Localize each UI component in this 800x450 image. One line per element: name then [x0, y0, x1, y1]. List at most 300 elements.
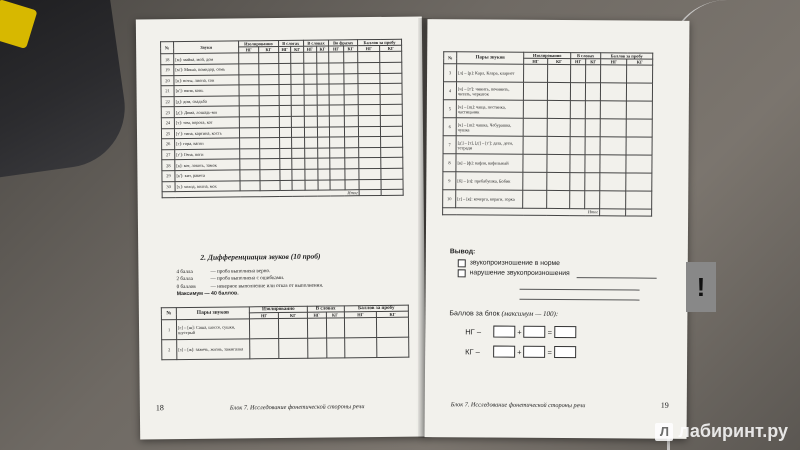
score-cell[interactable]: [279, 74, 292, 85]
score-cell[interactable]: [240, 159, 260, 170]
score-cell[interactable]: [344, 116, 358, 127]
input-box[interactable]: [524, 326, 546, 338]
score-cell[interactable]: [547, 173, 570, 191]
score-cell[interactable]: [239, 85, 259, 96]
score-cell[interactable]: [570, 173, 585, 191]
page-footer: Блок 7. Исследование фонетической стороны речи: [229, 403, 365, 412]
row-sounds: [ч] – [ш]: чашка, Чебурашка, чушка: [456, 118, 523, 136]
subheader-ng: НГ: [344, 312, 377, 319]
total-cell-ng[interactable]: [359, 190, 381, 196]
row-number: 27: [162, 149, 175, 160]
score-cell[interactable]: [600, 65, 626, 83]
score-cell[interactable]: [381, 179, 403, 190]
subheader-ng: НГ: [329, 46, 344, 52]
score-cell[interactable]: [570, 65, 585, 83]
col-isolated: Изолированно: [524, 52, 571, 59]
formula-kg: [465, 345, 576, 358]
score-cell[interactable]: [304, 74, 317, 85]
score-cell[interactable]: [259, 95, 279, 106]
score-cell[interactable]: [585, 137, 600, 155]
score-cell[interactable]: [239, 127, 259, 138]
subheader-ng: НГ: [303, 46, 316, 52]
score-cell[interactable]: [330, 179, 345, 190]
score-cell[interactable]: [260, 127, 280, 138]
score-cell[interactable]: [280, 169, 293, 180]
score-cell[interactable]: [570, 191, 585, 209]
table-row: [444, 64, 653, 83]
score-cell[interactable]: [292, 148, 305, 159]
score-cell[interactable]: [547, 155, 570, 173]
score-cell[interactable]: [304, 148, 317, 159]
score-cell[interactable]: [279, 95, 292, 106]
laptop-sticker: [0, 0, 38, 49]
row-sounds: [к]: кот, локоть, замок: [175, 159, 240, 170]
score-cell[interactable]: [523, 173, 547, 191]
score-cell[interactable]: [345, 169, 359, 180]
score-cell[interactable]: [585, 119, 600, 137]
input-box[interactable]: [554, 326, 576, 338]
conclusion-block: [450, 247, 657, 300]
score-cell[interactable]: [278, 63, 291, 74]
score-cell[interactable]: [279, 116, 292, 127]
checkbox[interactable]: [458, 270, 466, 278]
score-cell[interactable]: [358, 126, 380, 137]
score-cell[interactable]: [304, 105, 317, 116]
score-cell[interactable]: [317, 95, 330, 106]
row-sounds: [д]: дом, свадьба: [174, 96, 239, 107]
score-cell[interactable]: [303, 53, 316, 64]
row-number: 9: [443, 172, 456, 190]
table-row: [443, 100, 652, 119]
score-cell[interactable]: [627, 65, 653, 83]
score-cell[interactable]: [380, 94, 402, 105]
plus-sign: +: [517, 347, 522, 357]
score-cell[interactable]: [329, 84, 344, 95]
score-cell[interactable]: [279, 106, 292, 117]
subheader-kg: КГ: [279, 312, 308, 319]
score-cell[interactable]: [344, 137, 358, 148]
section-title: 2. Дифференциация звуков (10 проб): [200, 251, 321, 262]
score-cell[interactable]: [329, 73, 344, 84]
score-cell[interactable]: [600, 119, 626, 137]
score-cell[interactable]: [279, 159, 292, 170]
score-cell[interactable]: [291, 74, 304, 85]
checkbox[interactable]: [458, 259, 466, 267]
col-words: В словах: [571, 53, 601, 59]
row-sounds: [т]: том, ворота, кот: [174, 117, 239, 128]
score-cell[interactable]: [240, 170, 260, 181]
score-cell[interactable]: [279, 85, 292, 96]
score-cell[interactable]: [380, 73, 402, 84]
score-cell[interactable]: [330, 126, 345, 137]
score-cell[interactable]: [317, 169, 330, 180]
row-number: 21: [161, 86, 174, 97]
row-sounds: [н']: няня, конь: [174, 85, 239, 96]
fill-line[interactable]: [577, 270, 657, 279]
score-cell[interactable]: [600, 83, 626, 101]
score-cell[interactable]: [316, 63, 329, 74]
score-cell[interactable]: [317, 148, 330, 159]
total-cell-kg[interactable]: [381, 189, 403, 195]
score-cell[interactable]: [359, 179, 381, 190]
row-number: 22: [161, 96, 174, 107]
subheader-kg: КГ: [547, 59, 570, 65]
row-number: 28: [162, 160, 175, 171]
score-cell[interactable]: [600, 191, 626, 209]
subheader-ng: НГ: [278, 47, 291, 53]
score-cell[interactable]: [259, 106, 279, 117]
score-cell[interactable]: [304, 116, 317, 127]
pairs-table-body: [443, 64, 653, 216]
block-score-label: [449, 309, 558, 318]
option-disorder[interactable]: [450, 268, 657, 280]
score-cell[interactable]: [359, 137, 381, 148]
score-cell[interactable]: [585, 173, 600, 191]
total-cell-ng[interactable]: [600, 209, 626, 215]
score-cell[interactable]: [292, 180, 305, 191]
score-cell[interactable]: [600, 137, 626, 155]
score-cell[interactable]: [570, 83, 585, 101]
score-cell[interactable]: [585, 101, 600, 119]
legend-desc: — проба выполнена верно.: [210, 268, 271, 275]
score-cell[interactable]: [380, 52, 402, 63]
subheader-kg: КГ: [326, 312, 344, 318]
formula-ng: [465, 325, 576, 338]
score-cell[interactable]: [304, 137, 317, 148]
score-cell[interactable]: [330, 158, 345, 169]
score-cell[interactable]: [358, 62, 380, 73]
score-cell[interactable]: [326, 338, 344, 358]
score-cell[interactable]: [329, 116, 344, 127]
score-cell[interactable]: [291, 95, 304, 106]
score-cell[interactable]: [570, 101, 585, 119]
score-cell[interactable]: [523, 119, 547, 137]
score-cell[interactable]: [344, 84, 358, 95]
score-cell[interactable]: [358, 73, 380, 84]
score-cell[interactable]: [380, 105, 402, 116]
score-cell[interactable]: [600, 173, 626, 191]
score-cell[interactable]: [259, 85, 279, 96]
score-cell[interactable]: [259, 53, 279, 64]
score-cell[interactable]: [279, 127, 292, 138]
row-sounds: [х]: холод, волна, мох: [175, 180, 240, 191]
subheader-kg: КГ: [377, 311, 409, 318]
score-cell[interactable]: [381, 158, 403, 169]
score-cell[interactable]: [329, 95, 344, 106]
score-cell[interactable]: [626, 137, 652, 155]
score-cell[interactable]: [359, 168, 381, 179]
score-cell[interactable]: [317, 158, 330, 169]
subheader-kg: КГ: [586, 59, 601, 65]
score-cell[interactable]: [585, 191, 600, 209]
input-box[interactable]: [554, 346, 576, 358]
score-cell[interactable]: [381, 168, 403, 179]
score-cell[interactable]: [305, 169, 318, 180]
score-cell[interactable]: [344, 126, 358, 137]
score-cell[interactable]: [626, 191, 652, 209]
total-label: Итог: [162, 190, 359, 198]
formula-label: КГ –: [465, 346, 480, 356]
score-cell[interactable]: [317, 137, 330, 148]
score-cell[interactable]: [260, 169, 280, 180]
block-score-text: Баллов за блок: [449, 310, 500, 318]
score-cell[interactable]: [317, 105, 330, 116]
score-cell[interactable]: [345, 158, 359, 169]
row-sounds: [г]: гора, вагон: [175, 138, 240, 149]
score-cell[interactable]: [239, 64, 259, 75]
score-cell[interactable]: [344, 73, 358, 84]
sounds-table: [160, 39, 404, 199]
col-score: Баллов за пробу: [344, 305, 408, 312]
score-cell[interactable]: [358, 52, 380, 63]
subheader-ng: НГ: [358, 46, 380, 52]
score-cell[interactable]: [344, 105, 358, 116]
subheader-kg: КГ: [316, 46, 329, 52]
score-cell[interactable]: [344, 338, 377, 358]
score-cell[interactable]: [240, 180, 260, 191]
score-cell[interactable]: [585, 83, 600, 101]
score-cell[interactable]: [318, 180, 331, 191]
score-cell[interactable]: [358, 105, 380, 116]
score-cell[interactable]: [358, 84, 380, 95]
maximum-score: Максимум — 40 баллов.: [176, 290, 239, 298]
score-cell[interactable]: [308, 338, 327, 358]
score-cell[interactable]: [358, 94, 380, 105]
score-cell[interactable]: [524, 65, 548, 83]
score-cell[interactable]: [547, 119, 570, 137]
row-sounds: [к']: кит, ракета: [175, 170, 240, 181]
legend-points: 2 балла: [176, 276, 193, 283]
row-sounds: [б] – [п]: пребабушка, Бобик: [456, 172, 523, 190]
score-cell[interactable]: [279, 339, 308, 359]
score-cell[interactable]: [279, 319, 308, 339]
subheader-kg: КГ: [291, 46, 303, 52]
score-cell[interactable]: [626, 173, 652, 191]
score-cell[interactable]: [317, 127, 330, 138]
score-cell[interactable]: [260, 180, 280, 191]
score-cell[interactable]: [260, 148, 280, 159]
option-label: нарушение звукопроизношения: [469, 269, 570, 278]
row-sounds: [ч] – [щ]: чаща, пестинка, частицьник: [456, 100, 523, 118]
score-cell[interactable]: [317, 116, 330, 127]
row-number: 19: [161, 65, 174, 76]
subheader-kg: КГ: [627, 59, 653, 65]
score-cell[interactable]: [240, 148, 260, 159]
row-number: 3: [444, 64, 457, 82]
subheader-ng: НГ: [601, 59, 627, 65]
score-cell[interactable]: [546, 191, 569, 209]
row-number: 7: [443, 136, 456, 154]
row-sounds: [д'] – [т], [д'] – [т']: дата, дети, тетради: [456, 136, 523, 154]
score-cell[interactable]: [380, 83, 402, 94]
score-cell[interactable]: [627, 101, 653, 119]
score-cell[interactable]: [279, 138, 292, 149]
col-score: Баллов за пробу: [601, 53, 653, 60]
score-cell[interactable]: [523, 137, 547, 155]
score-cell[interactable]: [344, 318, 377, 338]
score-cell[interactable]: [381, 147, 403, 158]
score-cell[interactable]: [292, 116, 305, 127]
score-cell[interactable]: [377, 338, 409, 358]
score-cell[interactable]: [523, 191, 547, 209]
score-cell[interactable]: [259, 116, 279, 127]
score-cell[interactable]: [358, 115, 380, 126]
total-row: [443, 208, 652, 216]
score-cell[interactable]: [523, 101, 547, 119]
block-score-max: (максимум — 100):: [501, 309, 559, 319]
table-row: [443, 154, 652, 173]
col-num: №: [161, 42, 174, 55]
input-box[interactable]: [493, 346, 515, 358]
page-number: 18: [155, 403, 164, 413]
score-cell[interactable]: [600, 101, 626, 119]
score-cell[interactable]: [292, 137, 305, 148]
right-page: [425, 19, 690, 439]
total-cell-kg[interactable]: [626, 209, 652, 215]
score-cell[interactable]: [291, 63, 304, 74]
score-cell[interactable]: [239, 74, 259, 85]
row-sounds: [н]: ноты, лиона, сон: [174, 75, 239, 86]
page-number: 19: [660, 400, 669, 410]
score-cell[interactable]: [345, 179, 359, 190]
score-cell[interactable]: [570, 119, 585, 137]
score-cell[interactable]: [239, 106, 259, 117]
score-cell[interactable]: [344, 63, 358, 74]
score-cell[interactable]: [260, 159, 280, 170]
score-cell[interactable]: [259, 64, 279, 75]
total-row: [162, 189, 403, 198]
score-cell[interactable]: [547, 83, 570, 101]
input-box[interactable]: [493, 326, 515, 338]
score-cell[interactable]: [570, 137, 585, 155]
score-cell[interactable]: [307, 318, 326, 338]
pairs-table: [442, 51, 653, 216]
score-cell[interactable]: [377, 318, 409, 338]
score-cell[interactable]: [250, 339, 280, 359]
score-cell[interactable]: [330, 148, 345, 159]
row-sounds: [д']: Дима, лошадь-ми: [174, 106, 239, 117]
subheader-ng: НГ: [239, 47, 259, 53]
score-cell[interactable]: [329, 105, 344, 116]
score-cell[interactable]: [316, 52, 329, 63]
score-cell[interactable]: [600, 155, 626, 173]
score-cell[interactable]: [260, 138, 280, 149]
score-cell[interactable]: [344, 94, 358, 105]
subheader-ng: НГ: [249, 313, 278, 320]
subheader-kg: КГ: [343, 46, 357, 52]
score-cell[interactable]: [259, 74, 279, 85]
col-score: Баллов за пробу: [358, 39, 402, 46]
score-cell[interactable]: [329, 63, 344, 74]
score-cell[interactable]: [381, 115, 403, 126]
score-cell[interactable]: [626, 155, 652, 173]
page-footer: Блок 7. Исследование фонетической стороны речи: [450, 401, 586, 410]
row-sounds: [в] – [ф]: вафля, вафельный: [456, 154, 523, 172]
score-cell[interactable]: [291, 84, 304, 95]
score-cell[interactable]: [292, 169, 305, 180]
score-cell[interactable]: [547, 65, 570, 83]
score-cell[interactable]: [303, 63, 316, 74]
col-words: В словах: [303, 40, 328, 46]
row-number: 8: [443, 154, 456, 172]
score-cell[interactable]: [329, 52, 344, 63]
col-sounds: Звуки: [174, 41, 239, 54]
table-row: [162, 338, 409, 361]
watermark-logo: Л: [655, 423, 673, 441]
input-box[interactable]: [523, 346, 545, 358]
score-cell[interactable]: [330, 169, 345, 180]
subheader-ng: НГ: [524, 58, 548, 64]
score-cell[interactable]: [278, 53, 291, 64]
score-cell[interactable]: [304, 158, 317, 169]
score-cell[interactable]: [249, 319, 279, 339]
score-cell[interactable]: [547, 101, 570, 119]
row-sounds: [м']: Миша, помидор, семь: [174, 64, 239, 75]
col-isolated: Изолированно: [249, 306, 307, 313]
score-cell[interactable]: [380, 62, 402, 73]
score-cell[interactable]: [239, 96, 259, 107]
watermark-text: лабиринт.ру: [678, 421, 788, 441]
score-cell[interactable]: [344, 147, 358, 158]
score-cell[interactable]: [304, 127, 317, 138]
score-cell[interactable]: [570, 155, 585, 173]
score-cell[interactable]: [381, 136, 403, 147]
col-num: №: [444, 52, 457, 64]
table-row: [161, 318, 408, 341]
score-cell[interactable]: [359, 147, 381, 158]
legend-desc: — проба выполнена с ошибками.: [210, 275, 285, 283]
score-cell[interactable]: [523, 155, 547, 173]
row-number: 23: [161, 107, 174, 118]
col-pairs: Пары звуков: [457, 52, 524, 65]
score-cell[interactable]: [292, 106, 305, 117]
score-cell[interactable]: [381, 126, 403, 137]
score-cell[interactable]: [359, 158, 381, 169]
score-cell[interactable]: [523, 83, 547, 101]
score-cell[interactable]: [304, 84, 317, 95]
score-cell[interactable]: [585, 155, 600, 173]
fill-line[interactable]: [520, 289, 640, 300]
formula-label: НГ –: [465, 326, 482, 336]
score-cell[interactable]: [240, 138, 260, 149]
row-number: 18: [161, 54, 174, 65]
score-cell[interactable]: [626, 119, 652, 137]
score-cell[interactable]: [239, 53, 259, 64]
score-cell[interactable]: [280, 180, 293, 191]
score-cell[interactable]: [547, 137, 570, 155]
score-cell[interactable]: [292, 159, 305, 170]
score-cell[interactable]: [627, 83, 653, 101]
score-cell[interactable]: [343, 52, 357, 63]
score-cell[interactable]: [292, 127, 305, 138]
score-cell[interactable]: [330, 137, 345, 148]
subheader-ng: НГ: [571, 59, 586, 65]
row-sounds: [м]: майка, мой, дом: [174, 53, 239, 64]
score-cell[interactable]: [239, 117, 259, 128]
score-cell[interactable]: [291, 53, 304, 64]
score-cell[interactable]: [316, 74, 329, 85]
score-cell[interactable]: [326, 318, 344, 338]
score-cell[interactable]: [586, 65, 601, 83]
score-cell[interactable]: [304, 95, 317, 106]
score-cell[interactable]: [279, 148, 292, 159]
score-cell[interactable]: [317, 84, 330, 95]
option-label: звукопроизношение в норме: [469, 258, 561, 267]
row-number: 4: [443, 82, 456, 100]
row-sounds: [с] – [ш]: Саша, шоссе, сушки, шустрый: [176, 319, 249, 340]
row-number: 2: [162, 340, 177, 360]
score-cell[interactable]: [305, 180, 318, 191]
